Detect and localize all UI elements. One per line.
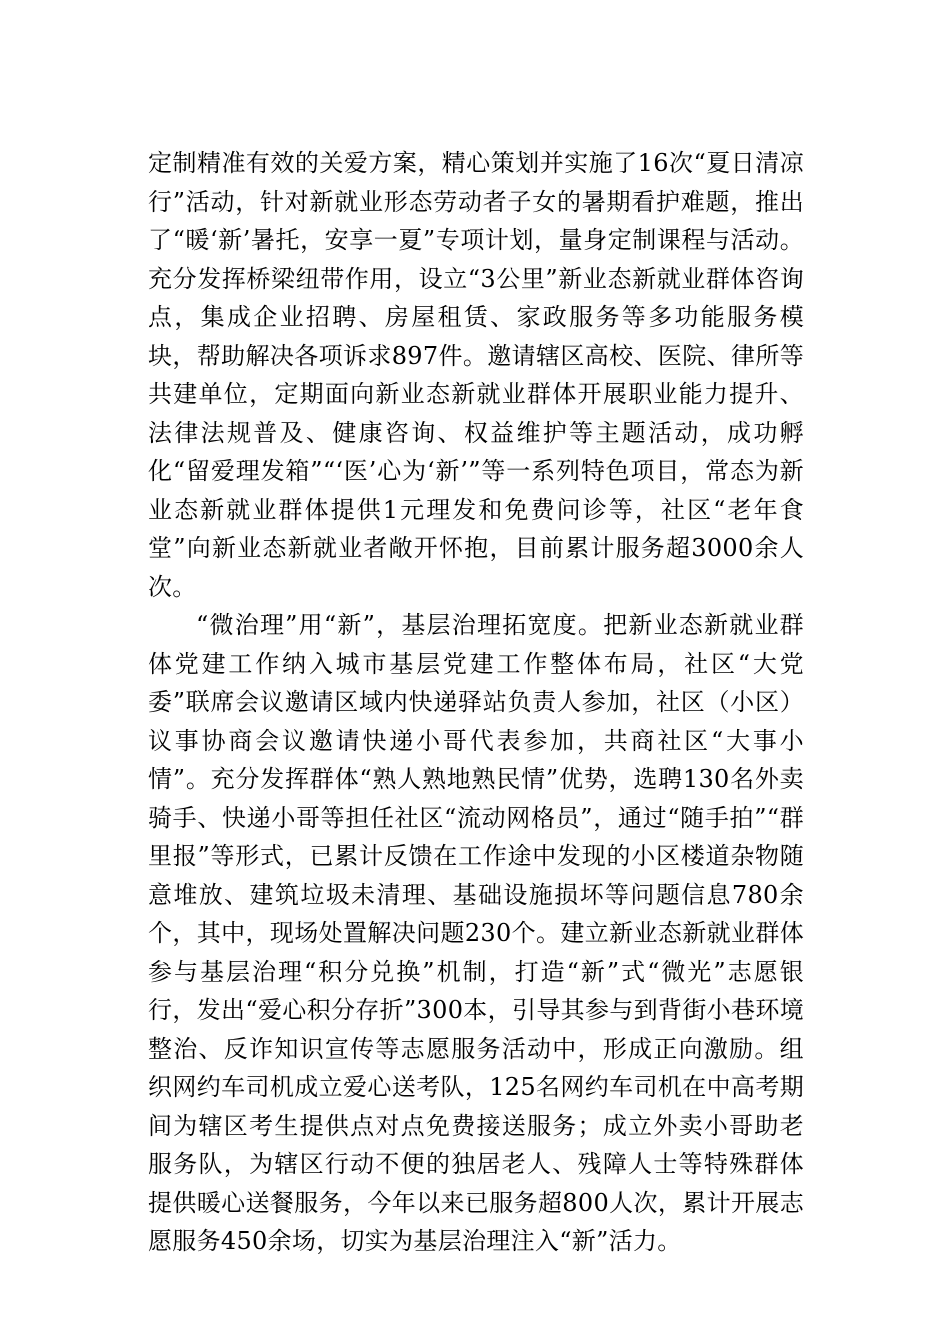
paragraph-continuation: 定制精准有效的关爱方案，精心策划并实施了16次“夏日清凉行”活动，针对新就业形态劳动者子女的暑期看护难题，推出了“暖‘新’暑托，安享一夏”专项计划，量身定制课程与活动。充分发挥桥梁纽带作用，设立“3公里”新业态新就业群体咨询点，集成企业招聘、房屋租赁、家政服务等多功能服务模块，帮助解决各项诉求897件。邀请辖区高校、医院、律所等共建单位，定期面向新业态新就业群体开展职业能力提升、法律法规普及、健康咨询、权益维护等主题活动，成功孵化“留爱理发箱”“‘医’心为‘新’”等一系列特色项目，常态为新业态新就业群体提供1元理发和免费问诊等，社区“老年食堂”向新业态新就业者敞开怀抱，目前累计服务超3000余人次。 xyxy=(148,149,804,601)
document-body xyxy=(148,144,804,1261)
paragraph-micro-governance: “微治理”用“新”，基层治理拓宽度。把新业态新就业群体党建工作纳入城市基层党建工作整体布局，社区“大党委”联席会议邀请区域内快递驿站负责人参加，社区（小区）议事协商会议邀请快递小哥代表参加，共商社区“大事小情”。充分发挥群体“熟人熟地熟民情”优势，选聘130名外卖骑手、快递小哥等担任社区“流动网格员”，通过“随手拍”“群里报”等形式，已累计反馈在工作途中发现的小区楼道杂物随意堆放、建筑垃圾未清理、基础设施损坏等问题信息780余个，其中，现场处置解决问题230个。建立新业态新就业群体参与基层治理“积分兑换”机制，打造“新”式“微光”志愿银行，发出“爱心积分存折”300本，引导其参与到背街小巷环境整治、反诈知识宣传等志愿服务活动中，形成正向激励。组织网约车司机成立爱心送考队，125名网约车司机在中高考期间为辖区考生提供点对点免费接送服务；成立外卖小哥助老服务队，为辖区行动不便的独居老人、残障人士等特殊群体提供暖心送餐服务，今年以来已服务超800人次，累计开展志愿服务450余场，切实为基层治理注入“新”活力。 xyxy=(148,611,804,1255)
